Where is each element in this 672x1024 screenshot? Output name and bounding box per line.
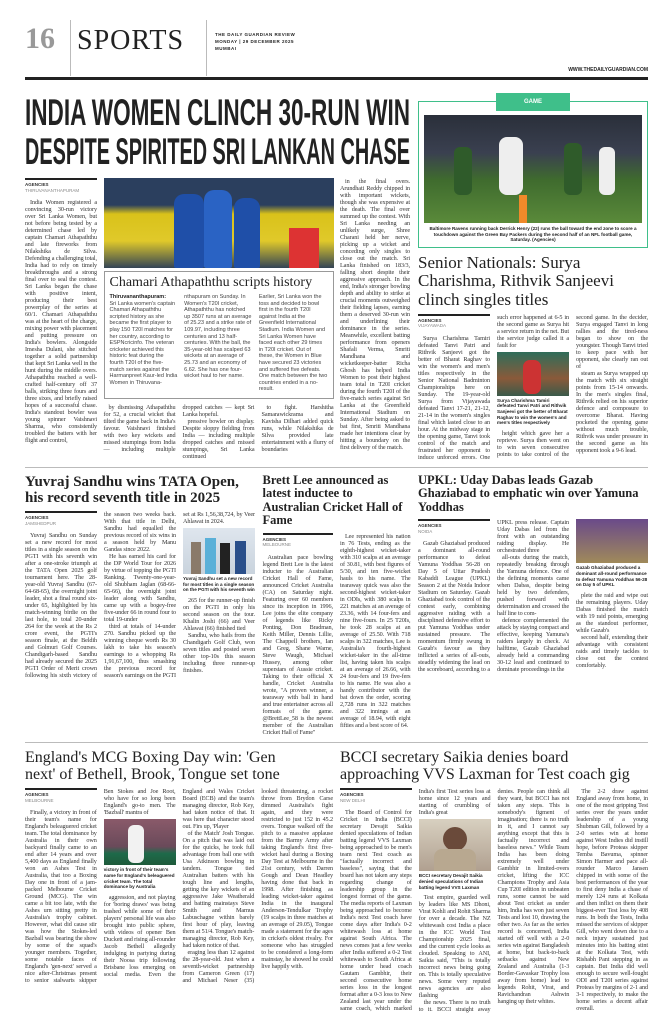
divider bbox=[70, 20, 71, 76]
upkl-caption: Gazab Ghaziabad produced a dominant all-round performance to defeat Yamuna Yoddhas 56-28 on Day 5 of UPKL bbox=[576, 565, 648, 588]
paper-name: THE DAILY GUARDIAN REVIEW bbox=[215, 32, 296, 37]
lead-headline-line2: DESPITE SPIRITED SRI LANKAN CHASE bbox=[25, 131, 410, 170]
lead-middle bbox=[104, 178, 334, 460]
lead-col5-wrap bbox=[340, 178, 410, 460]
golf-photo bbox=[183, 528, 255, 574]
lead-body bbox=[25, 178, 410, 460]
nationals-agency: AGENCIES VIJAYAWADA bbox=[418, 314, 490, 332]
row-middle bbox=[25, 474, 648, 736]
brett-agency: AGENCIES MELBOURNE bbox=[263, 533, 334, 551]
upkl-story bbox=[418, 474, 648, 736]
upkl-col1: Gazab Ghaziabad produced a dominant all-round performance to defeat Yamuna Yoddhas 56-28 on Day 5 of Uttar Pradesh Kabaddi League (UPKL) Season 2 at the Noida Indoor Stadium on Saturday. Gazab Ghaziabad took control of the contest early, combining aggressive raiding with a disciplined defensive effort to put Yamuna Yoddhas under sustained pressure. The momentum firmly swung in Gazab's favour as they inflicted a series of all-outs, steadily widening the lead on the scoreboard, according to a UPKL press release. Captain Uday Dabas led from the front with an outstanding raiding display. He orchestrated three bbox=[418, 519, 569, 674]
lead-agency: AGENCIES THIRUVANANTHAPURAM bbox=[25, 178, 97, 196]
lead-col1-wrap bbox=[25, 178, 97, 460]
cricket-photo bbox=[104, 178, 334, 268]
lead-headline bbox=[25, 92, 410, 170]
yuvraj-col2: He has earned his card for the DP World Tour for 2026 by virtue of topping the PGTI Ranking. Twenty-one-year-old Shubham Jaglan (68-66-65-66), the overnight joint leader along with Sandhu, came up with a bogey-free five-under 66 in round four to total 19-under bbox=[104, 553, 176, 624]
bcci-col4: The 2-2 draw against England away from home, in one of the most gripping Test series over the years under leadership of a young Shubman Gill, followed by a 2-0 series win at home against West Indies did instill hope, before Proteas skipper Temba Bavuma, spinner Simon Harmer and pace all-rounder Marco Jansen chipped in with some of the best performances of the year to first deny India a chase of merely 124 runs at Kolkata and then inflict on them their biggest-ever Test loss by 408 runs. In both the Tests, India missed the services of skipper Gill, who went down due to a neck injury sustained just minutes into his batting stint at the Kolkata Test, with Rishabh Pant stepping in as captain. But India did well enough to secure well-fought ODI and T20I series against Proteas by margins of 2-1 and 3-1 respectively, to make the home series a decent affair overall. bbox=[576, 788, 648, 1013]
nationals-body bbox=[418, 314, 648, 461]
england-caption: victory in front of their team's name for England's beleaguered cricket team. The total dominance by Australia bbox=[103, 867, 175, 890]
brett-headline: Brett Lee announced as latest inductee to Australian Cricket Hall of Fame bbox=[262, 472, 403, 528]
bcci-body bbox=[340, 788, 648, 1013]
england-col3: of the Match' Josh Tongue. On a pitch that was laid out for the quicks, he took full advantage from ball one with Usa Atkinson bowling in tandem. Tongue tied Australian batters with his tough line and lengths, getting the key wickets of an aggressive Jake Weatherald and batting mainstays Steve Smith and Marnus Labuschagne within barely first hour of play, leaving them at 51/4. Tongue's match-managing director, Rob Key, had taken notice of that. bbox=[182, 830, 255, 950]
football-photo bbox=[424, 115, 642, 223]
divider bbox=[25, 467, 648, 468]
england-col2: aggression, and not playing for 'boring draws' was being trashed while some of their players' personal life was also brought into public sphere, with videos of opener Ben Duckett and rising all-rounder Jacob Bethell allegedly indulging in partying during their Noosa trip following Brisbane loss emerging on social media. Even the England and Wales Cricket Board (ECB) and the team's managing director, Rob Key, had taken notice of that. It was here that character stood out. Firs up, 'Player bbox=[103, 788, 255, 978]
game-label: GAME bbox=[496, 93, 570, 111]
yuvraj-col1: Yuvraj Sandhu on Sunday set a new record for most titles in a single season on the PGTI with his seventh win after a one-stroke triumph at the TATA Open 2025 golf tournament here. The 28-year-old Yuvraj Sandhu (67-64-68-65), the overnight joint leader, shot a final round six-under 65, highlighted by his match-winning birdie on the last hole, to total 20-under 264 for the week at the Rs 2 crore event, the PGTI's season finale, at the Beldih and Golmuri Golf Courses. Chandigarh-based Sandhu had already secured the 2025 PGTI Order of Merit crown following his sixth victory of the season two weeks back. With that title in Delhi, Sandhu had equalled the previous record of six wins in a season held by Manu Gandas since 2022. bbox=[25, 511, 176, 680]
chamari-body bbox=[110, 294, 328, 393]
england-headline bbox=[25, 749, 333, 784]
nationals-headline: Senior Nationals: Surya Charishma, Rithvik Sanjeevi clinch singles titles bbox=[418, 252, 614, 309]
upkl-col3: defence complemented the attack by staying compact and effective, keeping Yamuna's raiders largely in check. At halftime, Gazab Ghaziabad already held a commanding 30-12 lead and continued to dominate proceedings in the bbox=[497, 617, 570, 674]
nationals-col1: Surya Charishma Tamiri defeated Tanvi Patri and Rithvik Sanjeevi got the better of Bharat Raghav to win the women's and men's titles respectively in the Senior National Badminton Championships here on Sunday. The 19-year-old Surya from Vijayawada defeated Tanvi 17-21, 21-12, 21-14 in the women's singles final which lasted close to an hour. At the midway stage in the opening game, Tanvi took control of the match and frustrated her opponent to induce unforced errors. One such error happened at 6-5 in the second game as Surya hit a service return in the net. But the service judge called it a fault for bbox=[418, 313, 569, 461]
upkl-body bbox=[418, 519, 648, 673]
nationals-col3: steam as Surya wrapped up the match with six straight points from 15-14 onwards. In the men's singles final, Rithvik relied on his superior defence and composure to overcome Bharat. Having pocketed the opening game without much trouble, Rithvik was under pressure in the second game as his opponent took a 9-6 lead. bbox=[576, 369, 648, 454]
brett-col2: Lee represented his nation in 76 Tests, ending as the eighth-highest wicket-taker with 310 scalps at an average of 30.81, with best figures of 5/30, and ten five-wicket hauls to his name. The tearaway quick was also the second-highest wicket-taker in ODIs, with 380 scalps in 221 matches at an average of 23.36, with 14 four-fers and nine five-fours. In 25 T20Is, he took 28 scalps at an average of 25.50. With 718 scalps in 322 matches, Lee is Australia's fourth-highest wicket-taker in the all-time list, having taken his scalps at an average of 26.66, with 24 four-fers and 19 five-fers to his name. He was also a handy contributor with the bat down the order, scoring 2,728 runs in 322 matches and 322 innings at an average of 18.94, with eight fifties and a best score of 64. bbox=[340, 532, 411, 729]
england-agency: AGENCIES MELBOURNE bbox=[25, 788, 97, 806]
divider bbox=[25, 742, 648, 743]
upkl-col5: second half, extending their advantage with consistent raids and timely tackles to close out the contest comfortably. bbox=[576, 633, 648, 669]
yuvraj-story bbox=[25, 474, 255, 736]
masthead-info bbox=[215, 31, 295, 52]
lead-cols-lower bbox=[104, 404, 334, 460]
page-number: 16 bbox=[25, 22, 55, 55]
row-top bbox=[25, 92, 648, 461]
lead-story bbox=[25, 92, 410, 461]
issue-date: MONDAY | 29 DECEMBER 2025 bbox=[215, 39, 295, 44]
yuvraj-col3: third at totals of 14-under 270. Sandhu picked up the winning cheque worth Rs 30 lakh to take his season's earnings to a whopping Rs 1,91,67,100, thus smashing the previous record for season's earnings on the PGTI set at Rs 1,56,38,724, by Veer Ahlawat in 2024. bbox=[104, 511, 255, 680]
brett-body bbox=[263, 533, 411, 736]
lead-col4: to fight. Harshitha Samarawickrama and Kavisha Dilhari added quick runs, while Nilakshika de Silva provided late entertainment with a flurry of boundaries bbox=[261, 404, 334, 454]
upkl-agency: AGENCIES NOIDA bbox=[418, 519, 490, 537]
upkl-col4: plete the raid and wipe out the remaining players. Uday Dabas finished the match with 19 raid points, emerging as the standout performer, while Gazab's bbox=[576, 591, 648, 634]
nationals-caption: Surya Charishma Tamiri defeated Tanvi Patri and Rithvik Sanjeevi got the better of Bharat Raghav to win the women's and men's titles respectively bbox=[497, 397, 568, 426]
divider bbox=[206, 20, 207, 76]
yuvraj-body bbox=[25, 511, 255, 679]
england-photo bbox=[104, 819, 176, 865]
brett-story bbox=[263, 474, 411, 736]
chamari-col1: Thiruvananthapuram: Sri Lanka women's captain Chamari Athapaththu scripted history as she became the first player to play 150 T20I matches for her country, according to ESPNcricinfo. The veteran cricketer achieved this historic feat during the fourth T20I of the five-match series against the Harmanpreet Kaur-led India Women in Thiruvana- bbox=[109, 294, 178, 386]
england-headline-line2: next' of Bethell, Brook, Tongue set tone bbox=[25, 766, 280, 784]
saikia-photo bbox=[419, 819, 491, 871]
yuvraj-headline: Yuvraj Sandhu wins TATA Open, his record seventh title in 2025 bbox=[25, 473, 239, 507]
nationals-col2: height which gave her a reprieve. Surya then went on to win seven consecutive points to take control of the second game. In the decider, Surya engaged Tanvi in long rallies and the tired-ness began to show on the youngster. Though Tanvi tried to keep pace with her opponent, she clearly ran out of bbox=[497, 313, 648, 458]
page-header bbox=[25, 0, 648, 82]
lead-col1: India Women registered a convincing 30-run victory over Sri Lanka Women, but not before being tested by a determined chase led by captain Chamari Athapaththu and late fireworks from Nilakshika de Silva. Defending a challenging total, India had to rely on timely breakthroughs and a strong final over to seal the contest. Sri Lanka began the chase with positive intent, producing their best powerplay of the series at 60/1. Chamari Athapaththu was at the heart of the charge, mixing power with placement and putting pressure on India's bowlers. Alongside Imesha Dulani, she stitched together a solid partnership that kept Sri Lanka well in the hunt during the middle overs. Athapaththu reached a well-crafted half-century off 37 balls, striking three fours and three sixes, and briefly raised hopes of a successful chase. India's standout bowler was young spinner Vaishnavi Sharma, who consistently troubled the batters with her flight and control, bbox=[25, 199, 97, 444]
game-caption: Baltimore Ravens running back Derrick Henry (22) runs the ball toward the end zone to score a touchdown against the Green Bay Packers during the second half of an NFL football game, Saturday. (Agencies) bbox=[429, 226, 637, 243]
lead-col3: pressive bowler on display. Despite sloppy fielding from India — including multiple dropped catches and missed stumpings, Sri Lanka continued bbox=[182, 418, 255, 461]
upkl-headline: UPKL: Uday Dabas leads Gazab Ghaziabad to emphatic win over Yamuna Yoddhas bbox=[418, 472, 639, 514]
bcci-col1: The Board of Control for Cricket in India (BCCI) secretary Devajit Saikia denied speculations of Indian batting legend VVS Laxman being approached to be men's team next Test coach as "factually incorrect and baseless", saying that the board has not taken any steps regarding change of leadership group in the longest format of the game. The media reports of Laxman being approached to become India's next Test coach have come days after India's 0-2 whitewash loss at home against South Africa. The news comes just a few weeks after India suffered a 0-2 Test whitewash to South Africa at home under head coach Gautam Gambhir, their second consecutive home series loss in the longest format after a 0-3 loss to New Zealand last year under the same coach, which marked India's first Test series loss at home since 12 years and starting of crumbling of India's great bbox=[340, 788, 491, 1013]
game-box bbox=[418, 101, 648, 248]
chamari-headline: Chamari Athapaththu scripts history bbox=[109, 275, 313, 290]
lead-col2: by dismissing Athapaththu for 52, a crucial wicket that tilted the game back in India's favour. Vaishnavi finished with two key wickets and missed stumpings from India — including multiple dropped catches — kept Sri Lanka hopeful. bbox=[103, 404, 255, 454]
badminton-photo bbox=[497, 352, 569, 396]
england-col1: Finally, a victory in front of their team's name for England's beleaguered cricket team. The total dominance by Australia in their own backyard finally came to an end after 14 years and over 5,400 days as England finally won an Ashes Test in Australia, that too a Boxing Day one in front of a jam-packed Melbourne Cricket Ground (MCG). The win came a bit too late, with the Ashes urn sitting pretty in Australia's trophy cabinet. However, what did cause stir was how the Stokes-led Bazball was bearing the show by some of the squad's younger members. Together, some notable faces of England's 'gen-next' served a nice after-Christmas present to senior stalwarts skipper Ben Stokes and Joe Root, who have for so long been England's go-to men. The 'Bazball' mantra of bbox=[25, 788, 176, 985]
england-story bbox=[25, 749, 333, 1013]
kabaddi-photo bbox=[576, 519, 648, 563]
yuvraj-agency: AGENCIES JAMSHEDPUR bbox=[25, 511, 97, 529]
england-body bbox=[25, 788, 333, 984]
right-column bbox=[418, 92, 648, 461]
england-headline-line1: England's MCG Boxing Day win: 'Gen bbox=[25, 748, 276, 766]
sidebar-box bbox=[104, 271, 334, 399]
section-title: SPORTS bbox=[77, 25, 185, 56]
city: MUMBAI bbox=[215, 46, 237, 51]
bcci-agency: AGENCIES NEW DELHI bbox=[340, 788, 412, 806]
bcci-headline bbox=[340, 749, 648, 784]
bcci-story bbox=[340, 749, 648, 1013]
brett-col1: Australian pace bowling legend Brett Lee is the latest inducter to the Australian Cricket Hall of Fame, announced Cricket Australia (CA) on Saturday night. Featuring over 60 members since its inception in 1996, Lee joins the elite company of legends like Ricky Ponting, Don Bradman, Keith Miller, Dennis Lillie, The Chappell brothers, Ian and Greg, Shane Warne, Steve Waugh, Michael Hussey, among other superstars of Aussie cricket. Taking to their official X handle, Cricket Australia wrote, "A proven winner, a tearaway with ball in hand and true entertainer across all formats of the game. @BrettLee_58 is the newest member of the Australian Cricket Hall of Fame" bbox=[262, 553, 333, 736]
yuvraj-caption: Yuvraj Sandhu set a new record for most titles in a single season on the PGTI with his seventh win bbox=[183, 576, 255, 593]
upkl-col2: all-outs during the match, repeatedly breaking through the Yamuna defence. One of the defining moments came when Dabas, despite being held by two defenders, pushed forward with determination and crossed the half line to com- bbox=[497, 554, 569, 618]
bcci-col3: the news. There is no truth to it. BCCI straight away denies. People can think all they want, but BCCI has not taken any steps. This is somebody's figment of imagination; there is no truth in it, and I cannot say anything except that this is factually incorrect and baseless news." While Team India has been doing extremely well under Gambhir in limited-overs cricket, lifting the ICC Champions Trophy and Asia Cup T20I edition in unbeaten runs, some cannot be said about Test cricket as under him, India has won just seven Tests and lost 10, drawing the other two. As far as the series record is concerned, India started off well with a 2-0 series win against Bangladesh at home, but back-to-back setbacks against New Zealand and Australia (1-3 Border-Gavaskar Trophy loss away from home) lead to legends Rohit, Virat, and Ravichandran Ashwin hanging up their whites. bbox=[418, 788, 570, 1014]
chamari-col3: Earlier, Sri Lanka won the toss and decided to bowl first in the fourth T20I against India at the Greenfield International Stadium. India Women and Sri Lanka Women have faced each other 29 times in T20I cricket. Out of these, the Women in Blue have secured 23 victories and suffered five defeats. One match between the two countries ended in a no-result. bbox=[258, 294, 328, 393]
england-col4: eraging less than 12 against the 28-year-old. Just when a seventh-wicket partnership from Cameron Green (17) and Michael Neser (35) looked threatening, a rocket throw from Brydon Carse dimmed Australia's fight again, and they were restricted to just 152 in 45.2 overs. Tongue walked off the pitch to a massive applause from the Barmy Army after taking England's first five-wicket haul during a Boxing Day Test at Melbourne in the 21st century, with Darren Gough and Dean Headley having done that back in 1998. After finishing as leading wicket-taker against India in the inaugural Anderson-Tendulkar Trophy (19 scalps in three matches at an average of 29.05), Tongue made a statement for the ages in cricket's oldest rivalry. For someone who has struggled to be considered a long-form mainstay, he showed he could live happily with. bbox=[182, 788, 333, 985]
lead-col5: in the final overs. Arundhati Reddy chipped in with important wickets, though she was expensive at the death. The final over summed up the contest. With Sri Lanka needing an unlikely surge, Shree Charani held her nerve, picking up a wicket and conceding only singles to close out the match. Sri Lanka finished on 183/3, falling short despite their aggressive approach. In the end, India's stronger bowling depth and ability to strike at crucial moments outweighed their fielding lapses, earning them a deserved 30-run win and underlining their dominance in the series. Meanwhile, excellent batting performance from openers Shafali Verma, Smriti Mandhana and wicketkeeper-batter Richa Ghosh has helped India Women to post their highest team total in T20I cricket during the fourth T20I of the five-match series against Sri Lanka at the Greenfield International Stadium on Sunday. After being asked to bat first, Smriti Mandhana made her intentions clear by hitting a boundary on the first delivery of the match. bbox=[340, 178, 410, 451]
header-rule bbox=[25, 77, 648, 80]
yuvraj-col4: 265 for the runner-up finish on the PGTI in only his second season on the tour. Khalin Joshi (66) and Veer Ahlawat (66) finished tied bbox=[183, 597, 255, 633]
bcci-caption: BCCI secretary Devajit Saikia denied speculations of Indian batting legend VVS Laxman bbox=[418, 873, 484, 890]
chamari-col2: nthapuram on Sunday. In Women's T20I cricket, Athapaththu has notched up 3507 runs at an average of 25.23 and a strike rate of 109.97, including three centuries and 13 half-centuries. With the ball, the 35-year-old has scalped 63 wickets at an average of 25.73 and an economy of 6.62. She has one four-wicket haul to her name. bbox=[184, 294, 252, 380]
lead-headline-line1: INDIA WOMEN CLINCH 30-RUN WIN bbox=[25, 92, 410, 133]
yuvraj-col5: Sandhu, who hails from the Chandigarh Golf Club, won seven titles and posted seven other top-10s this season including three runner-up finishes. bbox=[183, 632, 255, 675]
website-link[interactable]: WWW.THEDAILYGUARDIAN.COM bbox=[568, 67, 648, 73]
bcci-col2: Test empire, guarded well by leaders like MS Dhoni, Virat Kohli and Rohit Sharma for over a decade. The NZ whitewash cost India a place in the ICC World Test Championship 2025 final, and the current cycle looks as clouded. Speaking to ANI, Saikia said, "This is totally incorrect news being going on. This is totally speculative news. Some very reputed news agencies are also flashing bbox=[418, 894, 491, 1000]
bcci-headline-line2: approaching VVS Laxman for Test coach gig bbox=[340, 766, 630, 784]
bcci-headline-line1: BCCI secretary Saikia denies board bbox=[340, 748, 569, 766]
row-bottom bbox=[25, 749, 648, 1013]
